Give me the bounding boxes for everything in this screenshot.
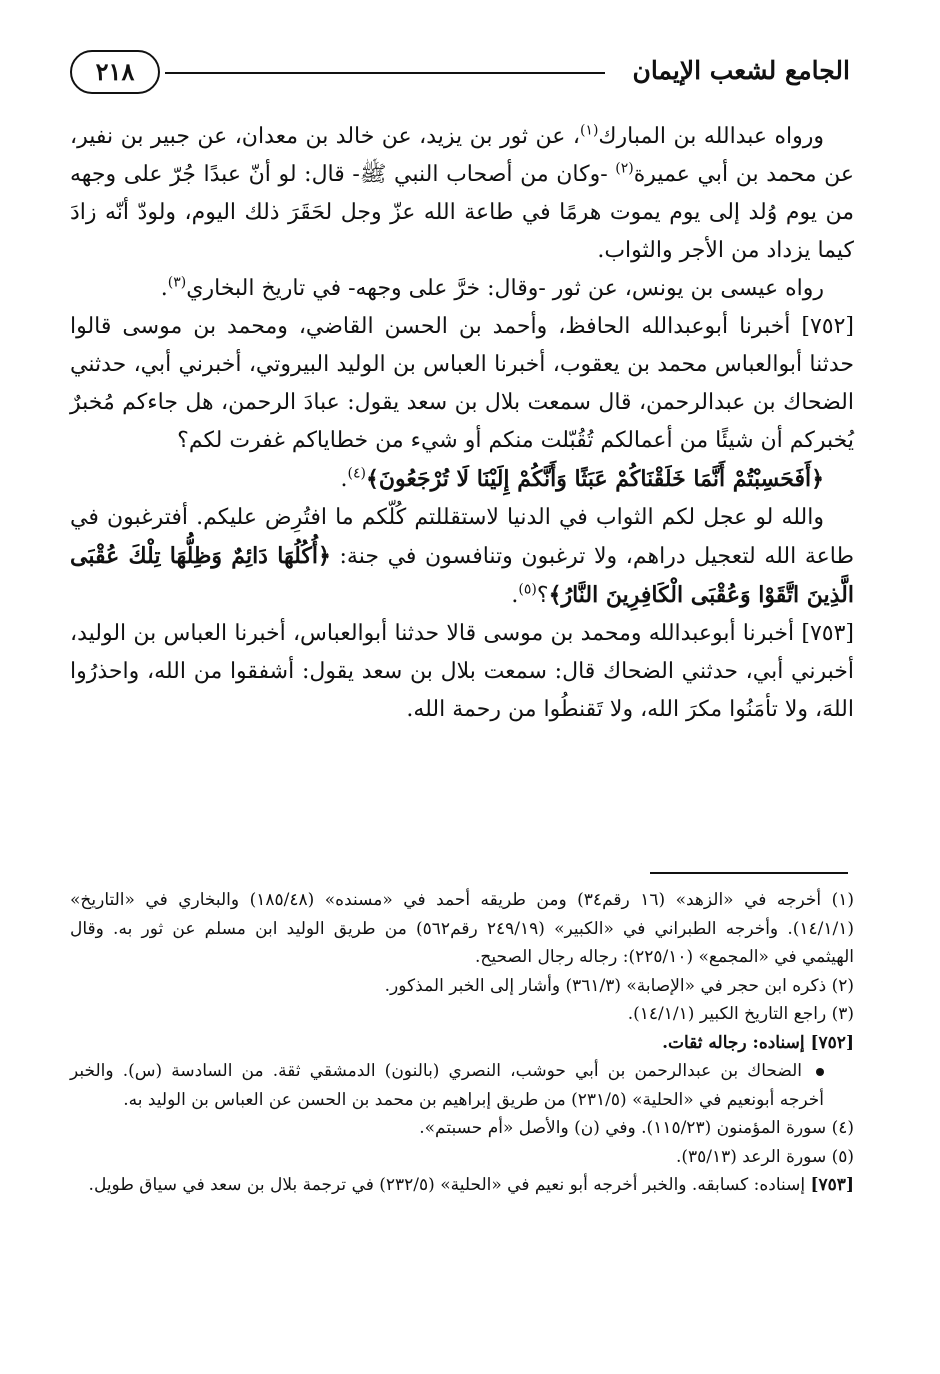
footnote-2: (٢) ذكره ابن حجر في «الإصابة» (٣٦١/٣) وأشار إلى الخبر المذكور. xyxy=(384,975,854,996)
quran-text: ﴿أُكُلُهَا دَائِمٌ وَظِلُّهَا تِلْكَ عُقْبَى الَّذِينَ اتَّقَوْا وَعُقْبَى الْكَافِرِينَ النَّارُ﴾ xyxy=(70,543,854,608)
text-run: رواه عيسى بن يونس، عن ثور -وقال: خرَّ على وجهه- في تاريخ البخاري xyxy=(186,276,824,301)
footnote-ref[interactable]: (١) xyxy=(579,122,599,139)
text-run: أخبرنا أبوعبدالله ومحمد بن موسى قالا حدثنا أبوالعباس، أخبرنا العباس بن الوليد، أخبرني أبي، حدثني الضحاك قال: سمعت بلال بن سعد يقول: أشفقوا من الله، واحذرُوا اللهَ، ولا تأمَنُوا مكرَ الله، ولا تَقنطُوا من رحمة الله. xyxy=(70,621,854,722)
paragraph xyxy=(70,118,854,270)
book-title: الجامع لشعب الإيمان xyxy=(632,56,850,85)
text-run: ، عن ثور بن يزيد، عن خالد بن معدان، عن جبير بن نفير، عن محمد بن أبي عميرة xyxy=(70,124,854,187)
text-run: . xyxy=(340,467,348,492)
text-run: -وكان من أصحاب النبي ﷺ- قال: لو أنّ عبدًا جُرّ على وجهه من يوم وُلد إلى يوم يموت هرمًا في طاعة الله عزّ وجل لحَقَرَ ذلك اليوم، ولودّ أنّه زادَ كيما يزداد من الأجر والثواب. xyxy=(70,162,854,263)
footnote-3: (٣) راجع التاريخ الكبير (١٤/١/١). xyxy=(627,1004,854,1024)
page-number: ٢١٨ xyxy=(70,50,160,94)
hadith-752 xyxy=(70,308,854,460)
footnote-ref[interactable]: (٢) xyxy=(615,160,634,177)
bullet-icon xyxy=(816,1068,824,1076)
text-run: . xyxy=(160,276,168,301)
main-text xyxy=(70,118,854,729)
footnotes xyxy=(70,886,854,1200)
text-run: إسناده: كسابقه. والخبر أخرجه أبو نعيم في «الحلية» (٢٣٢/٥) في ترجمة بلال بن سعد في سياق طويل. xyxy=(88,1175,811,1195)
footnote-bullet xyxy=(70,1057,854,1114)
quran-verse xyxy=(70,460,854,499)
text-run: والله لو عجل لكم الثواب في الدنيا لاستقللتم كُلّكم ما افتُرِض عليكم. أفترغبون في طاعة الله لتعجيل دراهم، ولا ترغبون وتنافسون في جنة: xyxy=(70,505,854,569)
text-run: إسناده: رجاله ثقات. xyxy=(662,1032,811,1053)
hadith-number: [٧٥٢] xyxy=(801,314,854,339)
text-run: ؟ xyxy=(536,583,549,608)
hadith-753 xyxy=(70,615,854,729)
hadith-number: [٧٥٢] xyxy=(810,1032,854,1053)
paragraph xyxy=(70,499,854,615)
footnote-753 xyxy=(70,1171,854,1200)
paragraph xyxy=(70,270,854,308)
text-run: . xyxy=(511,583,519,608)
hadith-number: [٧٥٣] xyxy=(810,1175,854,1195)
footnote-1: (١) أخرجه في «الزهد» (١٦ رقم٣٤) ومن طريقه أحمد في «مسنده» (١٨٥/٤٨) والبخاري في «التاريخ» (١٤/١/١). وأخرجه الطبراني في «الكبير» (٢٤٩/١٩ رقم٥٦٢) من طريق الوليد ابن مسلم عن ثور به. وقال الهيثمي في «المجمع» (٢٢٥/١٠): رجاله رجال الصحيح. xyxy=(70,890,855,967)
footnote-4: (٤) سورة المؤمنون (١١٥/٢٣). وفي (ن) والأصل «أم حسبتم». xyxy=(419,1118,854,1138)
text-run: ورواه عبدالله بن المبارك xyxy=(598,124,824,149)
page-header xyxy=(70,50,850,100)
quran-text: ﴿أَفَحَسِبْتُمْ أَنَّمَا خَلَقْنَاكُمْ عَبَثًا وَأَنَّكُمْ إِلَيْنَا لَا تُرْجَعُونَ﴾ xyxy=(366,466,824,492)
footnote-ref[interactable]: (٤) xyxy=(347,465,366,482)
hadith-number: [٧٥٣] xyxy=(801,621,854,646)
footnote-ref[interactable]: (٣) xyxy=(167,274,187,291)
text-run: الضحاك بن عبدالرحمن بن أبي حوشب، النصري (بالنون) الدمشقي ثقة. من السادسة (س). والخبر أخرجه أبونعيم في «الحلية» (٢٣١/٥) من طريق إبراهيم بن محمد بن الحسن عن العباس بن الوليد به. xyxy=(70,1061,824,1110)
footnote-ref[interactable]: (٥) xyxy=(518,581,537,598)
footnote-separator xyxy=(650,872,848,874)
text-run: أخبرنا أبوعبدالله الحافظ، وأحمد بن الحسن القاضي، ومحمد بن موسى قالوا حدثنا أبوالعباس محمد بن يعقوب، أخبرنا العباس بن الوليد البيروتي، أخبرني أبي، حدثني الضحاك بن عبدالرحمن، قال سمعت بلال بن سعد يقول: عبادَ الرحمن، هل جاءكم مُخبرٌ يُخبركم أن شيئًا من أعمالكم تُقُبّلت منكم أو شيء من خطاياكم غفرت لكم؟ xyxy=(70,314,854,453)
footnote-752 xyxy=(70,1029,854,1058)
header-rule xyxy=(165,72,605,74)
footnote-5: (٥) سورة الرعد (٣٥/١٣). xyxy=(675,1146,854,1167)
